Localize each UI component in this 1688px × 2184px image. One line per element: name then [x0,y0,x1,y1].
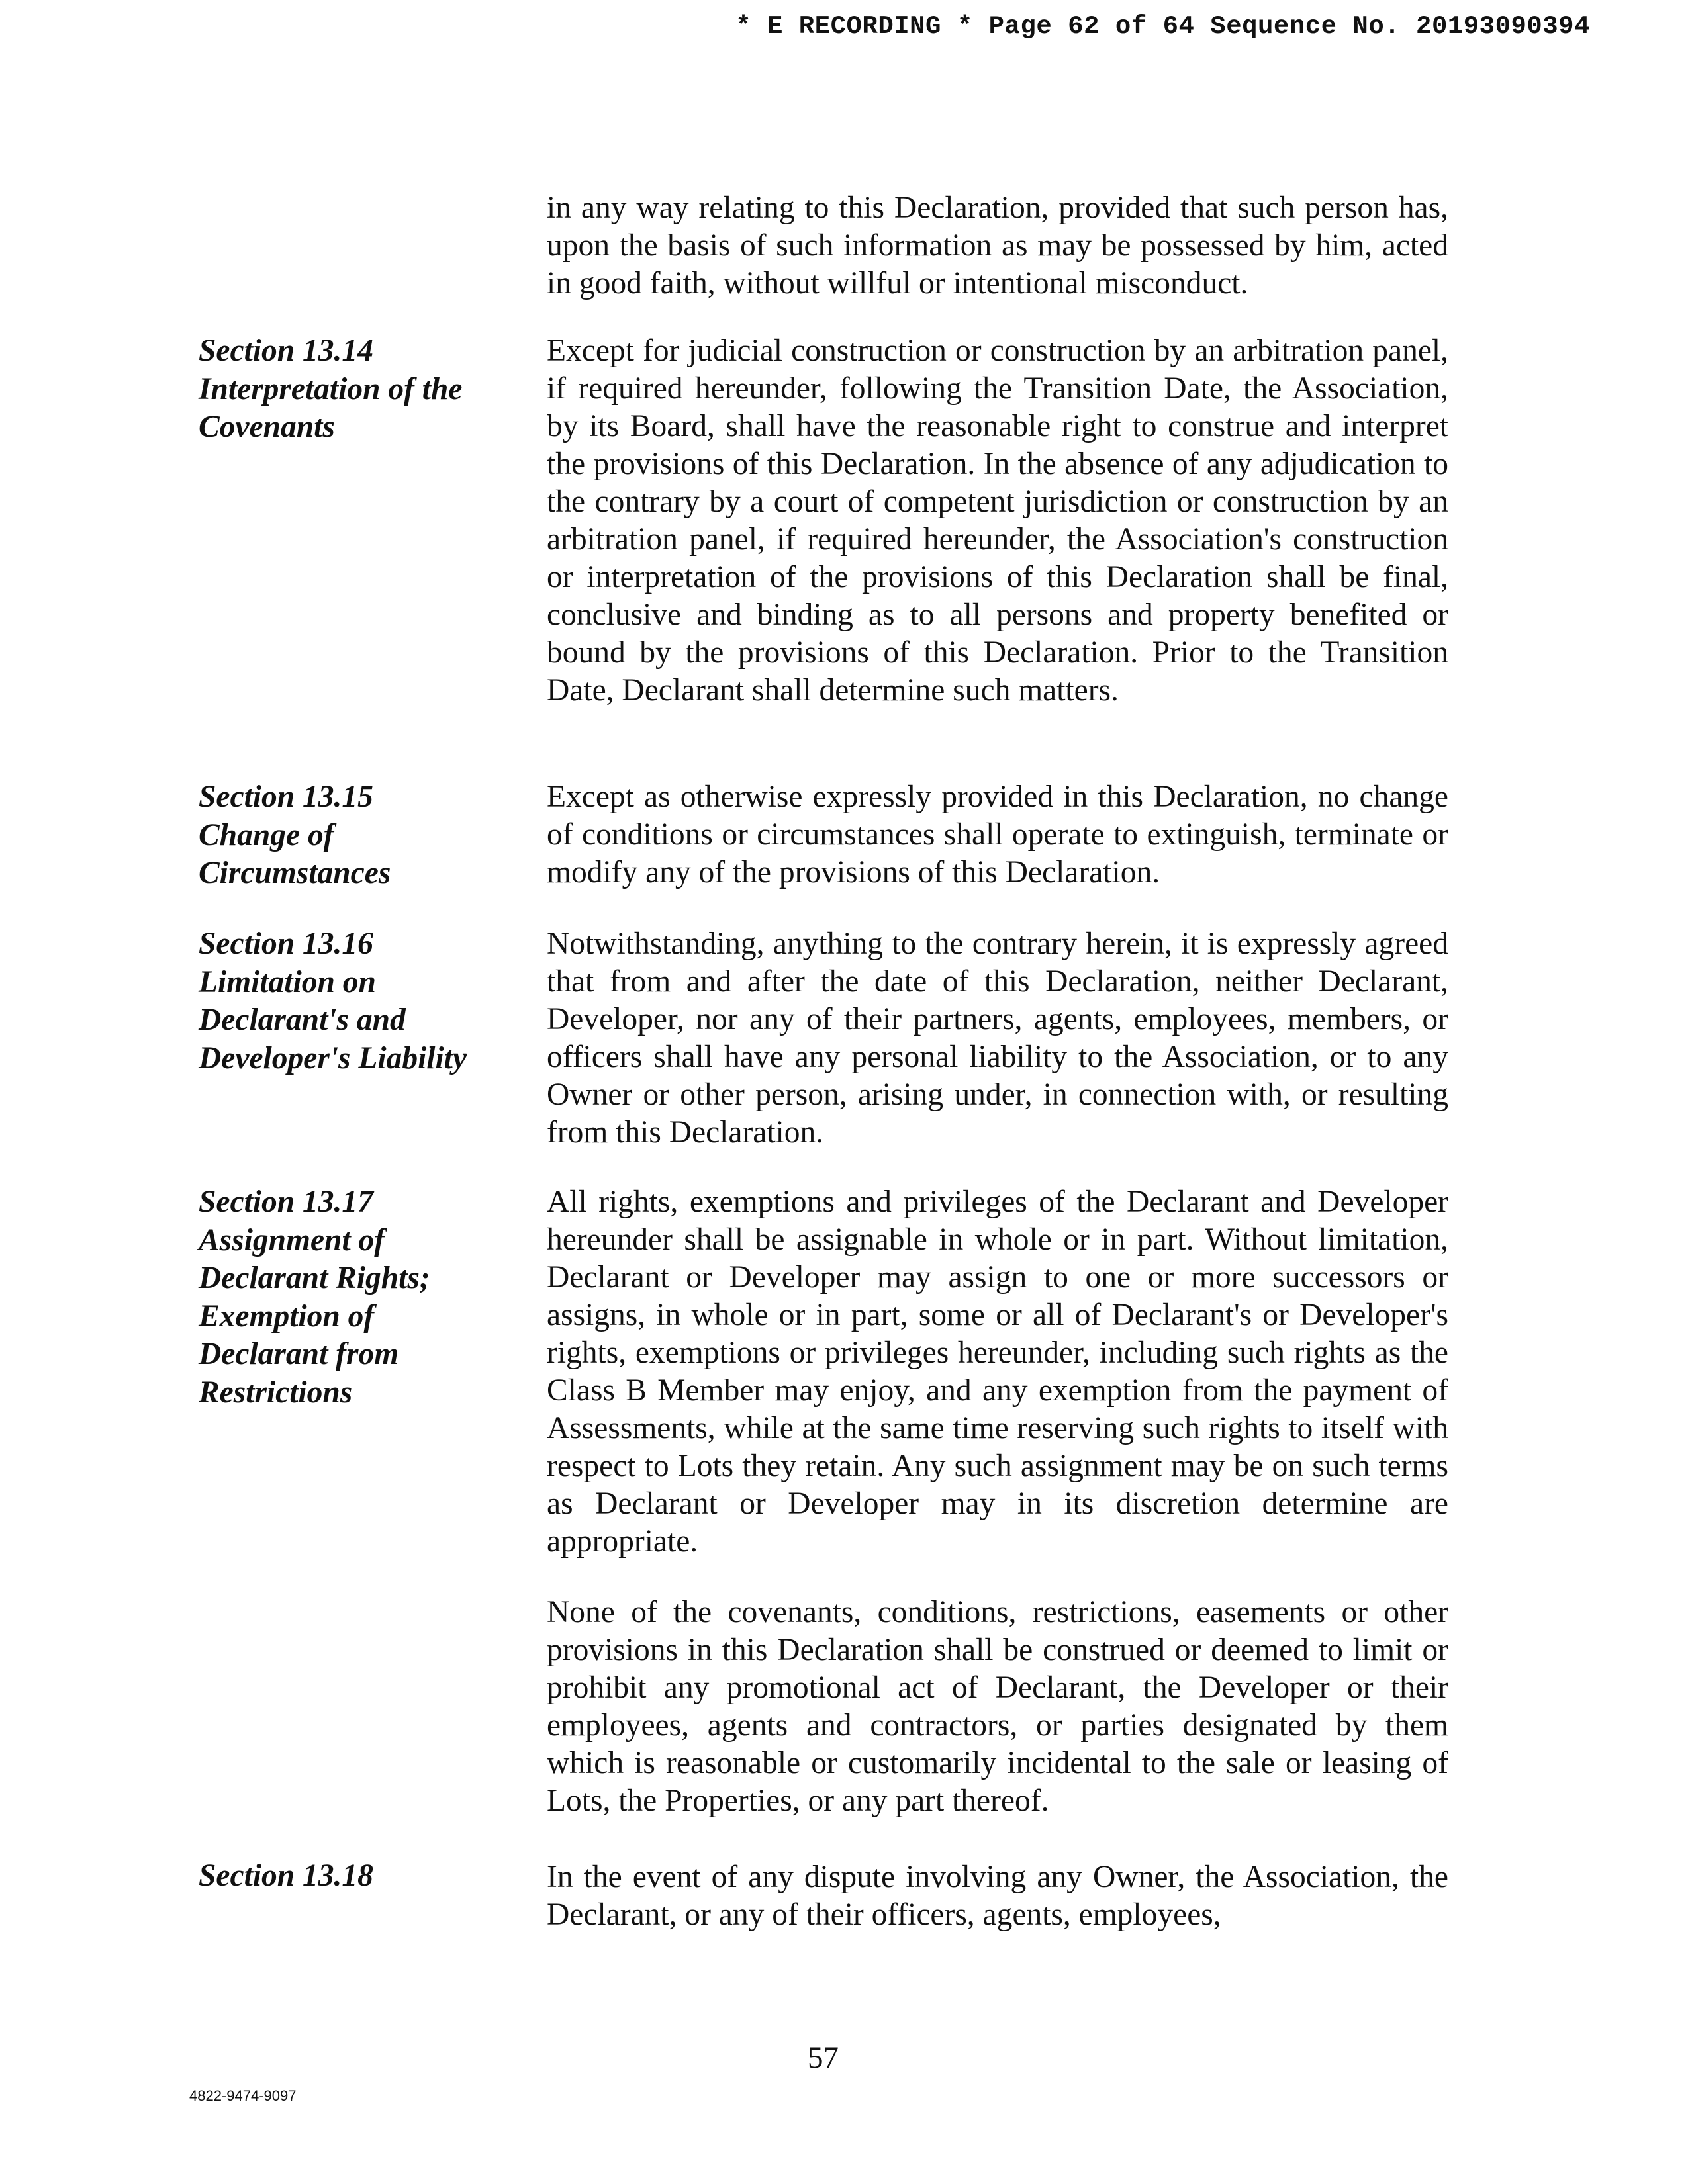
section-13-17-heading [199,1183,510,1412]
recording-header: * E RECORDING * Page 62 of 64 Sequence No. 20193090394 [735,12,1590,41]
heading-line: Developer's Liability [199,1040,467,1075]
heading-line: Assignment of [199,1222,385,1257]
section-13-17-text-2: None of the covenants, conditions, restrictions, easements or other provisions in this Declaration shall be construed or deemed to limit or prohibit any promotional act of Declarant, the Developer or their employees, agents and contractors, or parties designated by them which is reasonable or customarily incidental to the sale or leasing of Lots, the Properties, or any part thereof. [547,1595,1448,1818]
continuation-paragraph: in any way relating to this Declaration, provided that such person has, upon the basis of such information as may be possessed by him, acted in good faith, without willful or intentional misconduct. [547,191,1448,300]
section-13-17-text: All rights, exemptions and privileges of the Declarant and Developer hereunder shall be assignable in whole or in part. Without limitation, Declarant or Developer may assign to one or more successors or assigns, in whole or in part, some or all of Declarant's or Developer's rights, exemptions or privileges hereunder, including such rights as the Class B Member may enjoy, and any exemption from the payment of Assessments, while at the same time reserving such rights to itself with respect to Lots they retain. Any such assignment may be on such terms as Declarant or Developer may in its discretion determine are appropriate. [547,1185,1448,1559]
section-13-14-text: Except for judicial construction or construction by an arbitration panel, if required hereunder, following the Transition Date, the Association, by its Board, shall have the reasonable right to construe and interpret the provisions of this Declaration. In the absence of any adjudication to the contrary by a court of competent jurisdiction or construction by an arbitration panel, if required hereunder, the Association's construction or interpretation of the provisions of this Declaration shall be final, conclusive and binding as to all persons and property benefited or bound by the provisions of this Declaration. Prior to the Transition Date, Declarant shall determine such matters. [547,334,1448,707]
heading-line: Restrictions [199,1375,353,1410]
heading-line: Section 13.17 [199,1185,373,1219]
section-13-15-heading [199,778,510,893]
heading-line: Declarant's and [199,1003,406,1037]
heading-line: Section 13.15 [199,780,373,814]
heading-line: Change of [199,817,334,852]
heading-line: Limitation on [199,964,376,999]
heading-line: Interpretation of the [199,371,463,406]
heading-line: Covenants [199,410,335,444]
section-13-15-text: Except as otherwise expressly provided in this Declaration, no change of conditions or circumstances shall operate to extinguish, terminate or modify any of the provisions of this Declaration. [547,780,1448,889]
heading-line: Exemption of [199,1298,375,1334]
document-id: 4822-9474-9097 [189,2087,297,2104]
heading-line: Section 13.14 [199,334,373,368]
section-13-14-heading [199,332,510,447]
section-13-16-heading [199,925,510,1077]
heading-line: Declarant Rights; [199,1261,430,1295]
heading-line: Circumstances [199,856,391,890]
section-13-18-text: In the event of any dispute involving any Owner, the Association, the Declarant, or any of their officers, agents, employees, [547,1860,1448,1932]
section-13-16-text: Notwithstanding, anything to the contrary herein, it is expressly agreed that from and after the date of this Declaration, neither Declarant, Developer, nor any of their partners, agents, employees, members, or officers shall have any personal liability to the Association, or to any Owner or other person, arising under, in connection with, or resulting from this Declaration. [547,927,1448,1150]
heading-line: Section 13.18 [199,1858,373,1893]
heading-line: Section 13.16 [199,927,373,961]
page-number: 57 [808,2040,839,2075]
heading-line: Declarant from [199,1337,399,1371]
section-13-18-heading [199,1857,510,1895]
